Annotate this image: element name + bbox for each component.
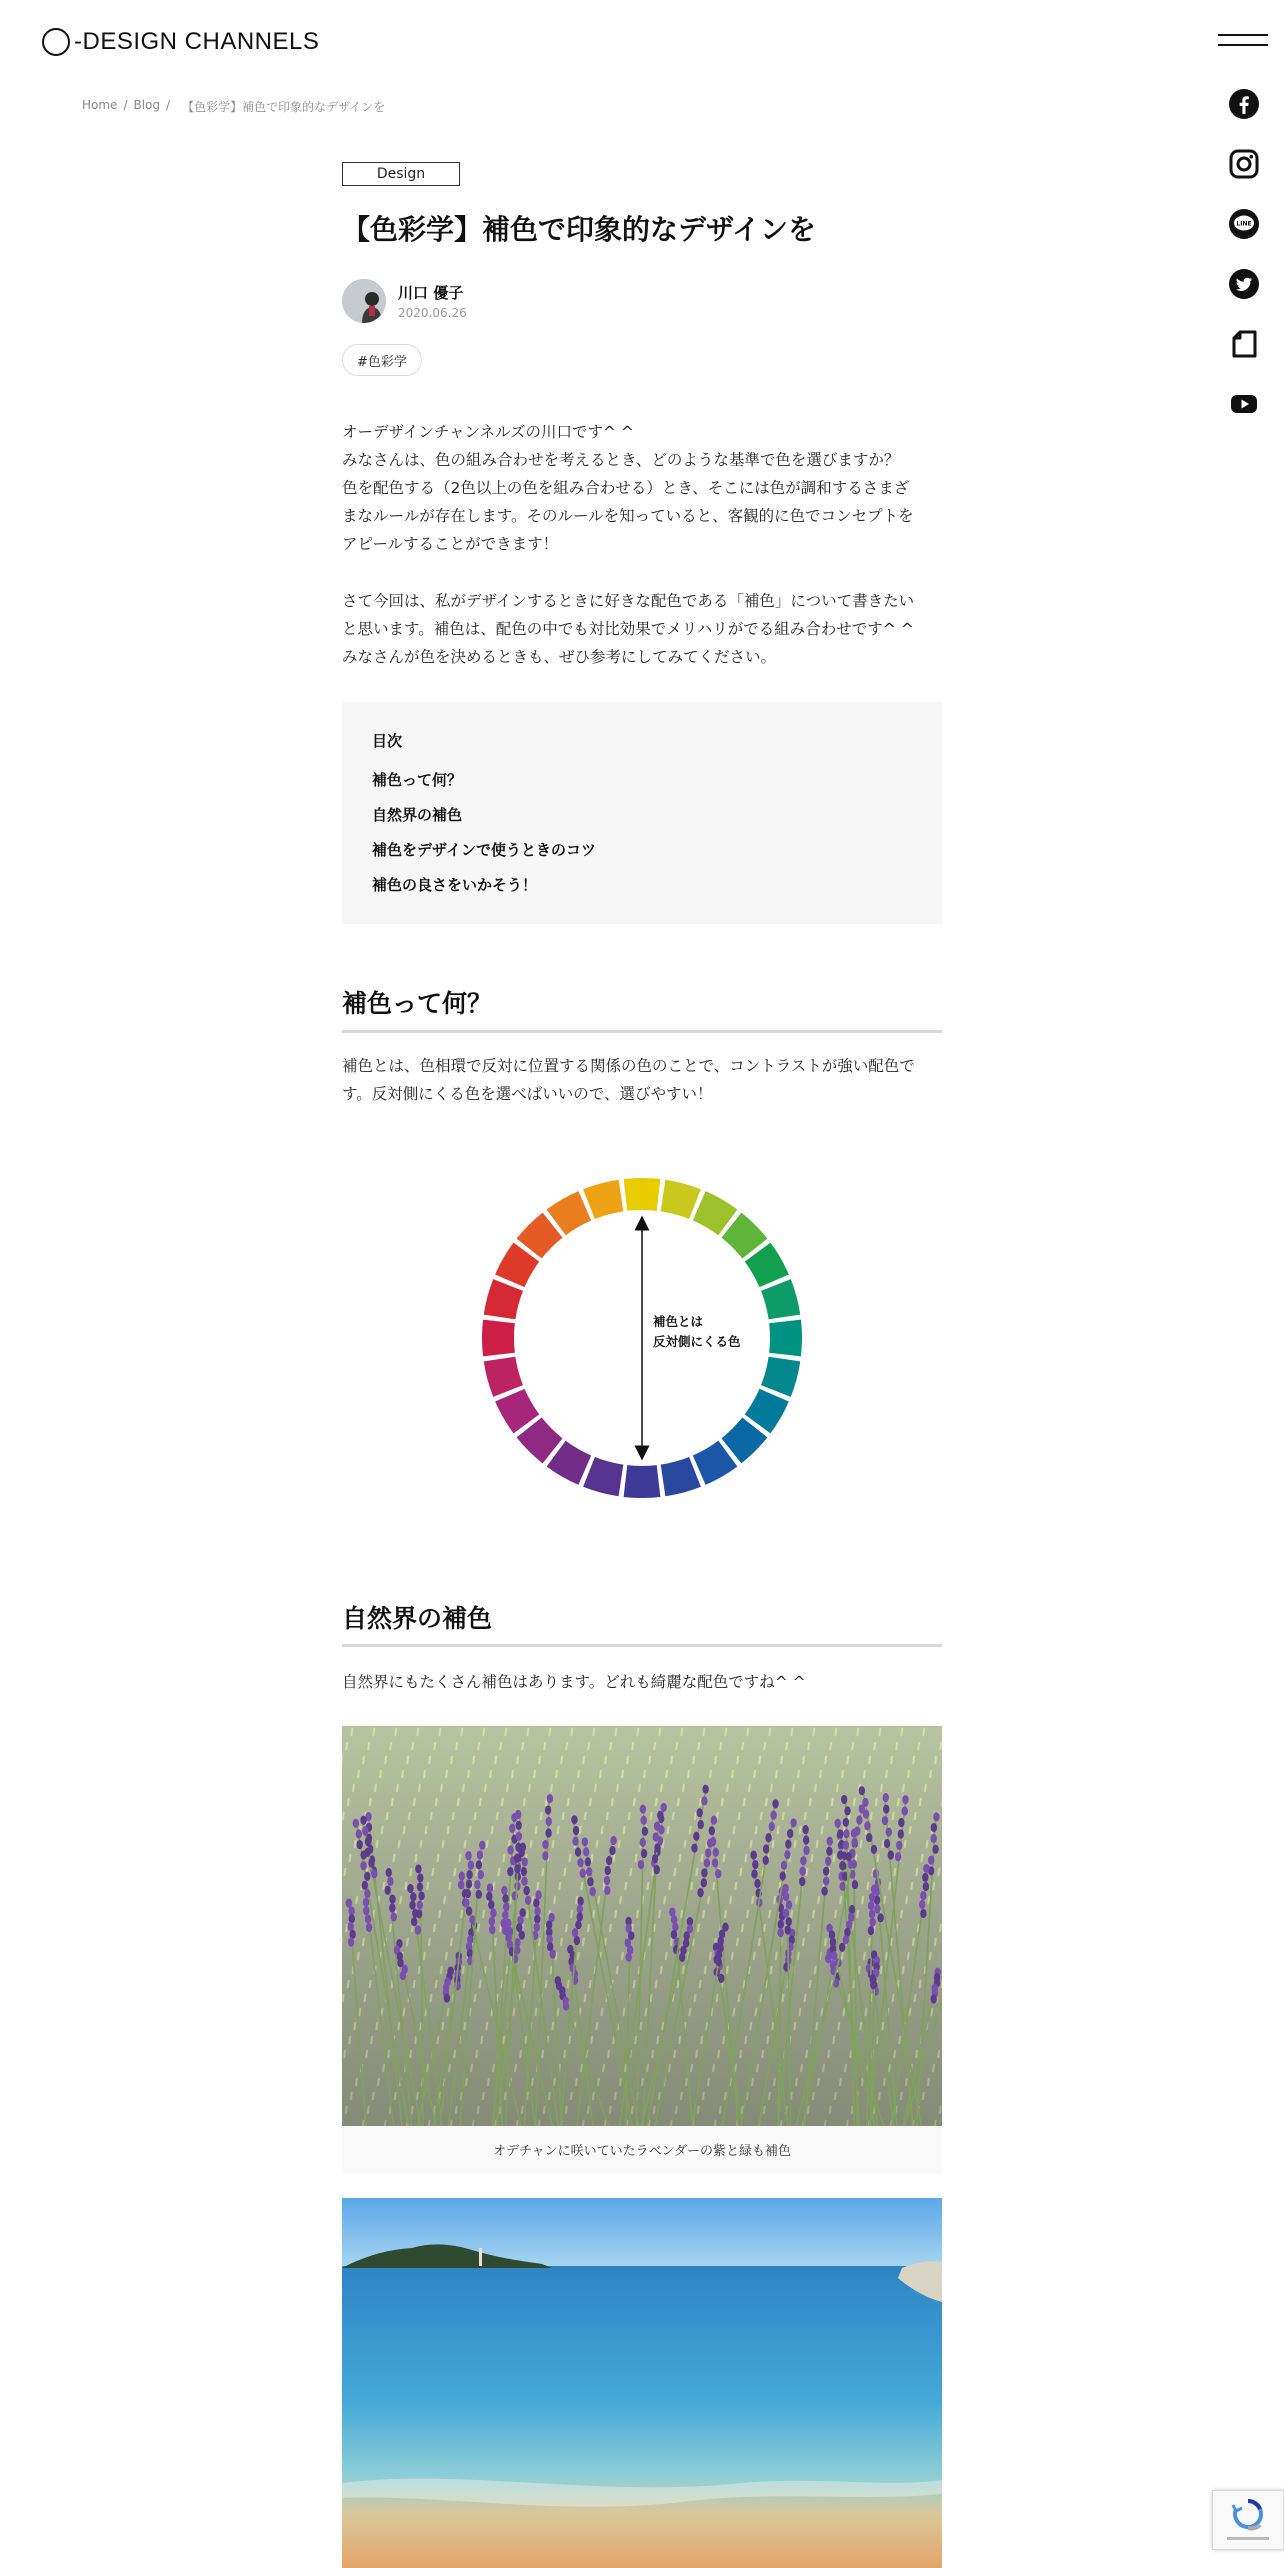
publish-date: 2020.06.26 [398,306,467,320]
intro-line: アピールすることができます！ [342,535,559,553]
intro-paragraph [342,418,942,558]
sea-photo [342,2198,942,2568]
article-title: 【色彩学】補色で印象的なデザインを [342,213,817,246]
wheel-label: 補色とは [653,1314,704,1329]
hamburger-icon [1218,34,1268,36]
author-name[interactable]: 川口 優子 [398,284,464,302]
intro-line: オーデザインチャンネルズの川口です^ ^ [342,423,634,441]
intro-line: と思います。補色は、配色の中でも対比効果でメリハリがでる組み合わせです^ ^ [342,620,914,638]
section-divider [342,1030,942,1033]
breadcrumb-separator: / [166,98,171,112]
wheel-segment [583,1457,623,1496]
intro-line: まなルールが存在します。そのルールを知っていると、客観的に色でコンセプトを [342,507,914,525]
youtube-icon[interactable] [1228,388,1260,420]
breadcrumb-separator: / [123,98,128,112]
wheel-segment [769,1320,802,1357]
wheel-segment [761,1357,800,1397]
intro-line: みなさんは、色の組み合わせを考えるとき、どのような基準で色を選びますか？ [342,451,900,469]
toc-heading: 目次 [372,732,403,750]
toc-item[interactable]: 自然界の補色 [372,806,463,824]
lavender-photo [342,1726,942,2126]
color-wheel [482,1178,802,1498]
section-paragraph: 自然界にもたくさん補色はあります。どれも綺麗な配色ですね^ ^ [342,1673,806,1691]
wheel-segment [583,1180,623,1219]
line-icon-label: LINE [1236,220,1252,228]
section-heading: 自然界の補色 [342,1604,493,1633]
photo-caption: オデチャンに咲いていたラベンダーの紫と緑も補色 [492,2144,792,2159]
section-line: す。反対側にくる色を選べばいいので、選びやすい！ [342,1085,713,1103]
hamburger-line [1218,44,1268,46]
instagram-icon[interactable] [1228,148,1260,180]
wheel-segment [484,1279,523,1319]
section-line: 補色とは、色相環で反対に位置する関係の色のことで、コントラストが強い配色で [342,1057,915,1075]
toc-item[interactable]: 補色をデザインで使うときのコツ [372,841,596,859]
wheel-segment [484,1357,523,1397]
intro-line: みなさんが色を決めるときも、ぜひ参考にしてみてください。 [342,648,777,666]
menu-button[interactable] [1218,30,1268,52]
logo-text: -DESIGN CHANNELS [74,28,320,55]
wheel-label: 反対側にくる色 [653,1334,741,1349]
logo-circle-icon [42,28,70,56]
wheel-segment [482,1320,515,1357]
table-of-contents [342,702,942,924]
wheel-segment [661,1457,701,1496]
note-icon[interactable] [1228,328,1260,360]
category-tag[interactable]: Design [342,162,460,186]
wheel-segment [761,1279,800,1319]
intro-line: 色を配色する（2色以上の色を組み合わせる）とき、そこには色が調和するさまざ [342,479,910,497]
twitter-icon[interactable] [1228,268,1260,300]
intro-line: さて今回は、私がデザインするときに好きな配色である「補色」について書きたい [342,592,915,610]
toc-item[interactable]: 補色って何？ [372,771,463,789]
hashtag-chip[interactable]: #色彩学 [342,344,422,376]
breadcrumb [82,98,385,115]
author-avatar [342,279,386,323]
breadcrumb-home[interactable]: Home [82,98,118,112]
toc-item[interactable]: 補色の良さをいかそう！ [372,876,538,894]
breadcrumb-current: 【色彩学】補色で印象的なデザインを [182,100,386,114]
site-logo[interactable] [42,22,319,62]
wheel-segment [661,1180,701,1219]
line-icon[interactable] [1228,208,1260,240]
wheel-segment [624,1465,661,1498]
facebook-icon[interactable] [1228,88,1260,120]
intro-paragraph-2 [342,587,942,671]
section-heading: 補色って何？ [342,989,493,1018]
recaptcha-badge[interactable] [1212,2490,1284,2550]
wheel-segment [624,1178,661,1211]
section-divider [342,1644,942,1647]
section-paragraph [342,1052,942,1108]
breadcrumb-blog[interactable]: Blog [133,98,161,112]
